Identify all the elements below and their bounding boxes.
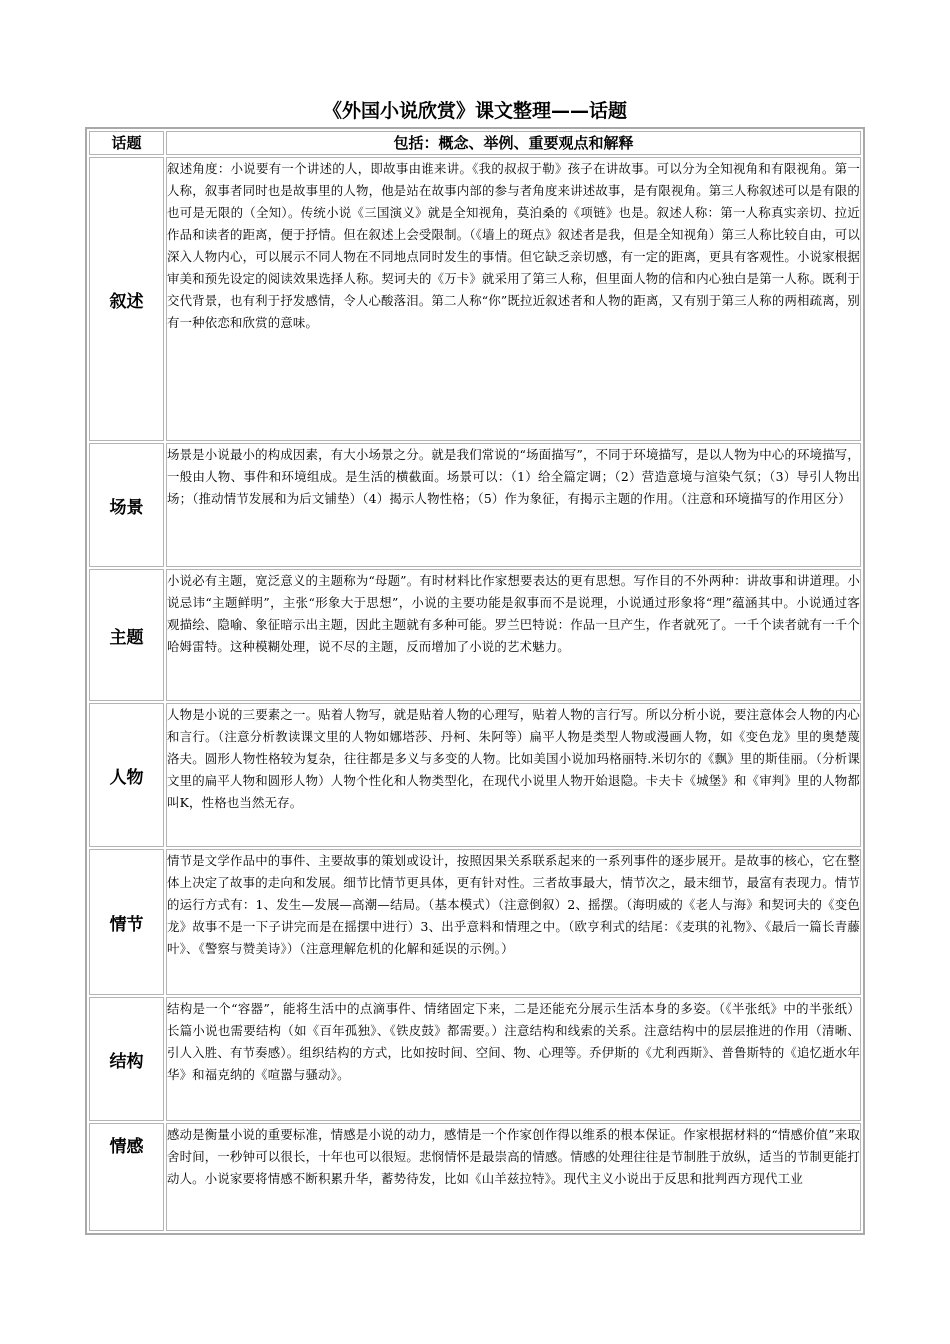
- topics-table: [85, 127, 865, 1235]
- table-header-row: [89, 131, 861, 155]
- topic-cell: 结构: [89, 997, 164, 1121]
- content-cell: 情节是文学作品中的事件、主要故事的策划或设计，按照因果关系联系起来的一系列事件的逐步展开。是故事的核心，它在整体上决定了故事的走向和发展。细节比情节更具体，更有针对性。三者故事最大，情节次之，最末细节，最富有表现力。情节的运行方式有：1、发生—发展—高潮—结局。（基本模式）（注意倒叙）2、摇摆。（海明威的《老人与海》和契诃夫的《变色龙》故事不是一下子讲完而是在摇摆中进行）3、出乎意料和情理之中。（欧亨利式的结尾：《麦琪的礼物》、《最后一篇长青藤叶》、《警察与赞美诗》）（注意理解危机的化解和延误的示例。）: [166, 849, 861, 995]
- page-title: 《外国小说欣赏》课文整理——话题: [322, 100, 627, 122]
- topic-cell: 叙述: [89, 157, 164, 441]
- content-cell: 叙述角度：小说要有一个讲述的人，即故事由谁来讲。《我的叔叔于勒》孩子在讲故事。可以分为全知视角和有限视角。第一人称，叙事者同时也是故事里的人物，他是站在故事内部的参与者角度来讲述故事，是有限视角。第三人称叙述可以是有限的也可是无限的（全知）。传统小说《三国演义》就是全知视角，莫泊桑的《项链》也是。叙述人称：第一人称真实亲切、拉近作品和读者的距离，便于抒情。但在叙述上会受限制。（《墙上的斑点》叙述者是我，但是全知视角）第三人称比较自由，可以深入人物内心，可以展示不同人物在不同地点同时发生的事情。但它缺乏亲切感，有一定的距离，更具有客观性。小说家根据审美和预先设定的阅读效果选择人称。契诃夫的《万卡》就采用了第三人称，但里面人物的信和内心独白是第一人称。既利于交代背景，也有利于抒发感情，令人心酸落泪。第二人称“你”既拉近叙述者和人物的距离，又有别于第三人称的两相疏离，别有一种依恋和欣赏的意味。: [166, 157, 861, 441]
- content-cell: 人物是小说的三要素之一。贴着人物写，就是贴着人物的心理写，贴着人物的言行写。所以分析小说，要注意体会人物的内心和言行。（注意分析教读课文里的人物如娜塔莎、丹柯、朱阿等）扁平人物是类型人物或漫画人物，如《变色龙》里的奥楚蔑洛夫。圆形人物性格较为复杂，往往都是多义与多变的人物。比如美国小说加玛格丽特.米切尔的《飘》里的斯佳丽。（分析课文里的扁平人物和圆形人物）人物个性化和人物类型化，在现代小说里人物开始退隐。卡夫卡《城堡》和《审判》里的人物都叫K，性格也当然无存。: [166, 703, 861, 847]
- topic-cell: 情感: [89, 1123, 164, 1231]
- topic-cell: 情节: [89, 849, 164, 995]
- content-cell: [166, 1123, 861, 1231]
- table-row: [89, 569, 861, 701]
- topic-cell: 场景: [89, 443, 164, 567]
- table-row: [89, 443, 861, 567]
- content-cell: 场景是小说最小的构成因素，有大小场景之分。就是我们常说的“场面描写”，不同于环境描写，是以人物为中心的环境描写，一般由人物、事件和环境组成。是生活的横截面。场景可以：（1）给全篇定调；（2）营造意境与渲染气氛；（3）导引人物出场；（推动情节发展和为后文铺垫）（4）揭示人物性格；（5）作为象征，有揭示主题的作用。（注意和环境描写的作用区分）: [166, 443, 861, 567]
- topic-cell: 主题: [89, 569, 164, 701]
- table-row: [89, 849, 861, 995]
- table-row: [89, 997, 861, 1121]
- header-content: 包括：概念、举例、重要观点和解释: [166, 131, 861, 155]
- content-cell: 结构是一个“容器”，能将生活中的点滴事件、情绪固定下来，二是还能充分展示生活本身的多姿。（《半张纸》中的半张纸）长篇小说也需要结构（如《百年孤独》、《铁皮鼓》都需要。）注意结构和线索的关系。注意结构中的层层推进的作用（清晰、引人入胜、有节奏感）。组织结构的方式，比如按时间、空间、物、心理等。乔伊斯的《尤利西斯》、普鲁斯特的《追忆逝水年华》和福克纳的《喧嚣与骚动》。: [166, 997, 861, 1121]
- table-row: [89, 157, 861, 441]
- header-topic: 话题: [89, 131, 164, 155]
- content-cell: 小说必有主题，宽泛意义的主题称为“母题”。有时材料比作家想要表达的更有思想。写作目的不外两种：讲故事和讲道理。小说忌讳“主题鲜明”，主张“形象大于思想”，小说的主要功能是叙事而不是说理，小说通过形象将“理”蕴涵其中。小说通过客观描绘、隐喻、象征暗示出主题，因此主题就有多种可能。罗兰巴特说：作品一旦产生，作者就死了。一千个读者就有一千个哈姆雷特。这种模糊处理，说不尽的主题，反而增加了小说的艺术魅力。: [166, 569, 861, 701]
- table-row: [89, 703, 861, 847]
- content-text: 感动是衡量小说的重要标准，情感是小说的动力，感情是一个作家创作得以维系的根本保证。作家根据材料的“情感价值”来取舍时间，一秒钟可以很长，十年也可以很短。悲悯情怀是最崇高的情感。情感的处理往往是节制胜于放纵，适当的节制更能打动人。小说家要将情感不断积累升华，蓄势待发，比如《山羊兹拉特》。现代主义小说出于反思和批判西方现代工业: [167, 1127, 860, 1186]
- topic-cell: 人物: [89, 703, 164, 847]
- table-row: [89, 1123, 861, 1231]
